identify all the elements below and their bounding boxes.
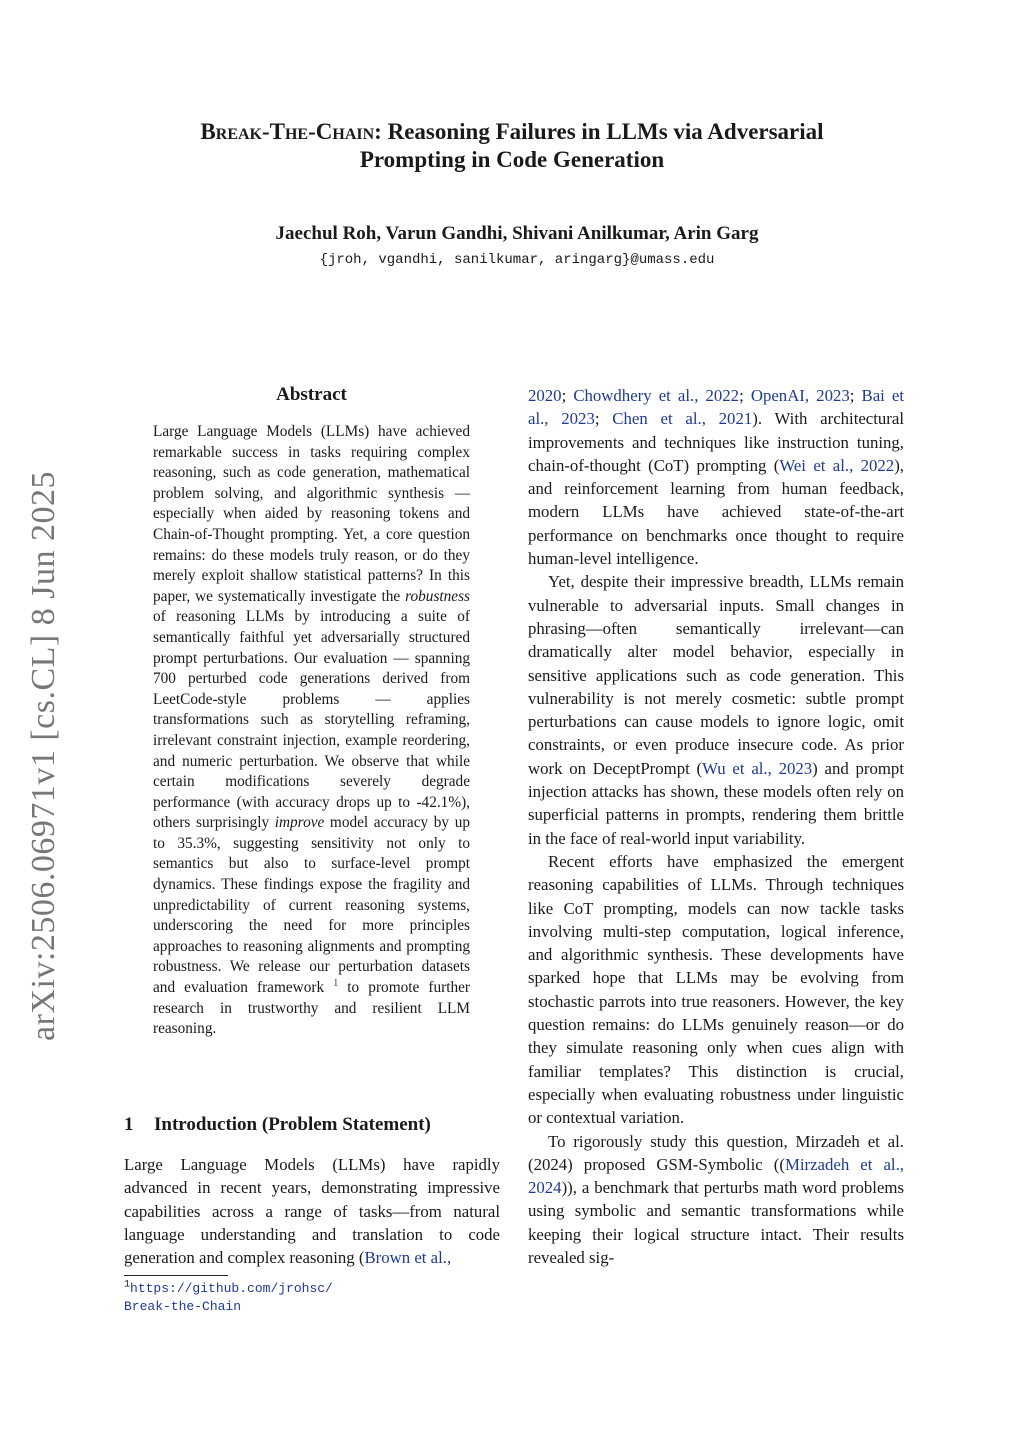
footnote-ref[interactable]: 1 — [333, 977, 339, 989]
title-smallcaps: Break-The-Chain — [200, 119, 375, 144]
paragraph-text: ), and reinforcement learning from human feedback, modern LLMs have achieved state-of-the-art performance on benchmarks once thought to require human-level intelligence. — [528, 455, 904, 569]
citation-link[interactable]: Chowdhery et al., 2022 — [573, 386, 740, 405]
footnote — [124, 1280, 333, 1316]
citation-link[interactable]: Brown et al., — [364, 1248, 452, 1268]
footnote-mark: 1 — [124, 1279, 131, 1291]
citation-link[interactable]: OpenAI, 2023 — [750, 386, 850, 405]
arxiv-stamp: arXiv:2506.06971v1 [cs.CL] 8 Jun 2025 — [25, 471, 62, 1042]
abstract-emphasis: robustness — [405, 587, 470, 605]
paragraph-text: )), a benchmark that perturbs math word problems using symbolic and semantic transformations while keeping their logical structure intact. Their results revealed sig- — [528, 1178, 904, 1267]
paragraph-text: To rigorously study this question, Mirzadeh et al. (2024) proposed GSM-Symbolic (( — [528, 1131, 904, 1174]
abstract-text: to promote further research in trustworthy and resilient LLM reasoning. — [153, 979, 470, 1038]
abstract-text: of reasoning LLMs by introducing a suite of semantically faithful yet adversarially structured prompt perturbations. Our evaluation — spanning 700 perturbed code generations derived from LeetCode-style problems — applies transformations such as storytelling reframing, irrelevant constraint injection, example reordering, and numeric perturbation. We observe that while certain modifications severely degrade performance (with accuracy drops up to -42.1%), others surprisingly — [153, 608, 470, 832]
section-title: Introduction (Problem Statement) — [154, 1114, 431, 1135]
separator: ; — [594, 409, 613, 429]
paper-title — [130, 118, 894, 174]
paragraph-text: ) and prompt injection attacks has shown, these models often rely on superficial patterns in prompts, rendering them brittle in the face of real-world input variability. — [528, 758, 904, 848]
abstract-text: model accuracy by up to 35.3%, suggesting sensitivity not only to semantics but also to surface-level prompt dynamics. These findings expose the fragility and unpredictability of current reasoning systems, underscoring the need for more principles approaches to reasoning alignments and prompting robustness. We release our perturbation datasets and evaluation framework — [153, 814, 470, 997]
authors: Jaechul Roh, Varun Gandhi, Shivani Anilkumar, Arin Garg — [275, 223, 759, 244]
intro-paragraph — [124, 1153, 500, 1269]
author-emails: {jroh, vgandhi, sanilkumar, aringarg}@umass.edu — [319, 252, 715, 268]
paragraph-text: ). With architectural improvements and techniques like instruction tuning, chain-of-thought (CoT) prompting ( — [528, 409, 905, 475]
paragraph — [528, 570, 904, 850]
footnote-url-line2[interactable]: Break-the-Chain — [124, 1299, 242, 1314]
footnote-url-line1[interactable]: https://github.com/jrohsc/ — [130, 1281, 333, 1296]
paragraph — [528, 1130, 904, 1270]
title-rest: : Reasoning Failures in LLMs via Adversarial — [374, 119, 824, 144]
abstract-heading: Abstract — [276, 384, 347, 405]
abstract-body — [153, 422, 470, 1040]
paragraph-text: Yet, despite their impressive breadth, LLMs remain vulnerable to adversarial inputs. Small changes in phrasing—often semantically irrelevant—can dramatically alter model behavior, especially in sensitive applications such as code generation. This vulnerability is not merely cosmetic: subtle prompt perturbations can cause models to ignore logic, omit constraints, or even produce insecure code. As prior work on DeceptPrompt ( — [528, 572, 904, 778]
paragraph — [528, 384, 904, 570]
citation-link[interactable]: Mirzadeh et al., 2024 — [528, 1154, 904, 1198]
separator: ; — [849, 386, 862, 405]
citation-link[interactable]: 2020 — [528, 386, 562, 405]
citation-link[interactable]: Wei et al., 2022 — [779, 455, 895, 475]
footnote-rule — [124, 1275, 228, 1276]
section-number: 1 — [124, 1114, 134, 1135]
intro-text: Large Language Models (LLMs) have rapidly advanced in recent years, demonstrating impressive capabilities across a range of tasks—from natural language understanding and translation to code generation and complex reasoning ( — [124, 1155, 500, 1268]
paragraph: Recent efforts have emphasized the emergent reasoning capabilities of LLMs. Through techniques like CoT prompting, models can now tackle tasks involving multi-step computation, logical inference, and algorithmic synthesis. These developments have sparked hope that LLMs may be evolving from stochastic parrots into true reasoners. However, the key question remains: do LLMs genuinely reason—or do they simulate reasoning only when cues align with familiar templates? This distinction is crucial, especially when evaluating robustness under linguistic or contextual variation. — [528, 851, 904, 1128]
citation-link[interactable]: Bai et al., 2023 — [528, 386, 905, 429]
citation-link[interactable]: Wu et al., 2023 — [702, 758, 813, 778]
separator: ; — [739, 386, 751, 405]
section-heading — [124, 1114, 431, 1136]
title-line2: Prompting in Code Generation — [359, 147, 665, 172]
abstract-text: Large Language Models (LLMs) have achieved remarkable success in tasks requiring complex reasoning, such as code generation, mathematical problem solving, and algorithmic synthesis — especially when aided by reasoning tokens and Chain-of-Thought prompting. Yet, a core question remains: do these models truly reason, or do they merely exploit shallow statistical patterns? In this paper, we systematically investigate the — [153, 423, 470, 605]
separator: ; — [561, 386, 574, 405]
citation-link[interactable]: Chen et al., 2021 — [612, 409, 753, 429]
abstract-emphasis: improve — [274, 814, 325, 832]
right-column — [528, 384, 904, 1269]
